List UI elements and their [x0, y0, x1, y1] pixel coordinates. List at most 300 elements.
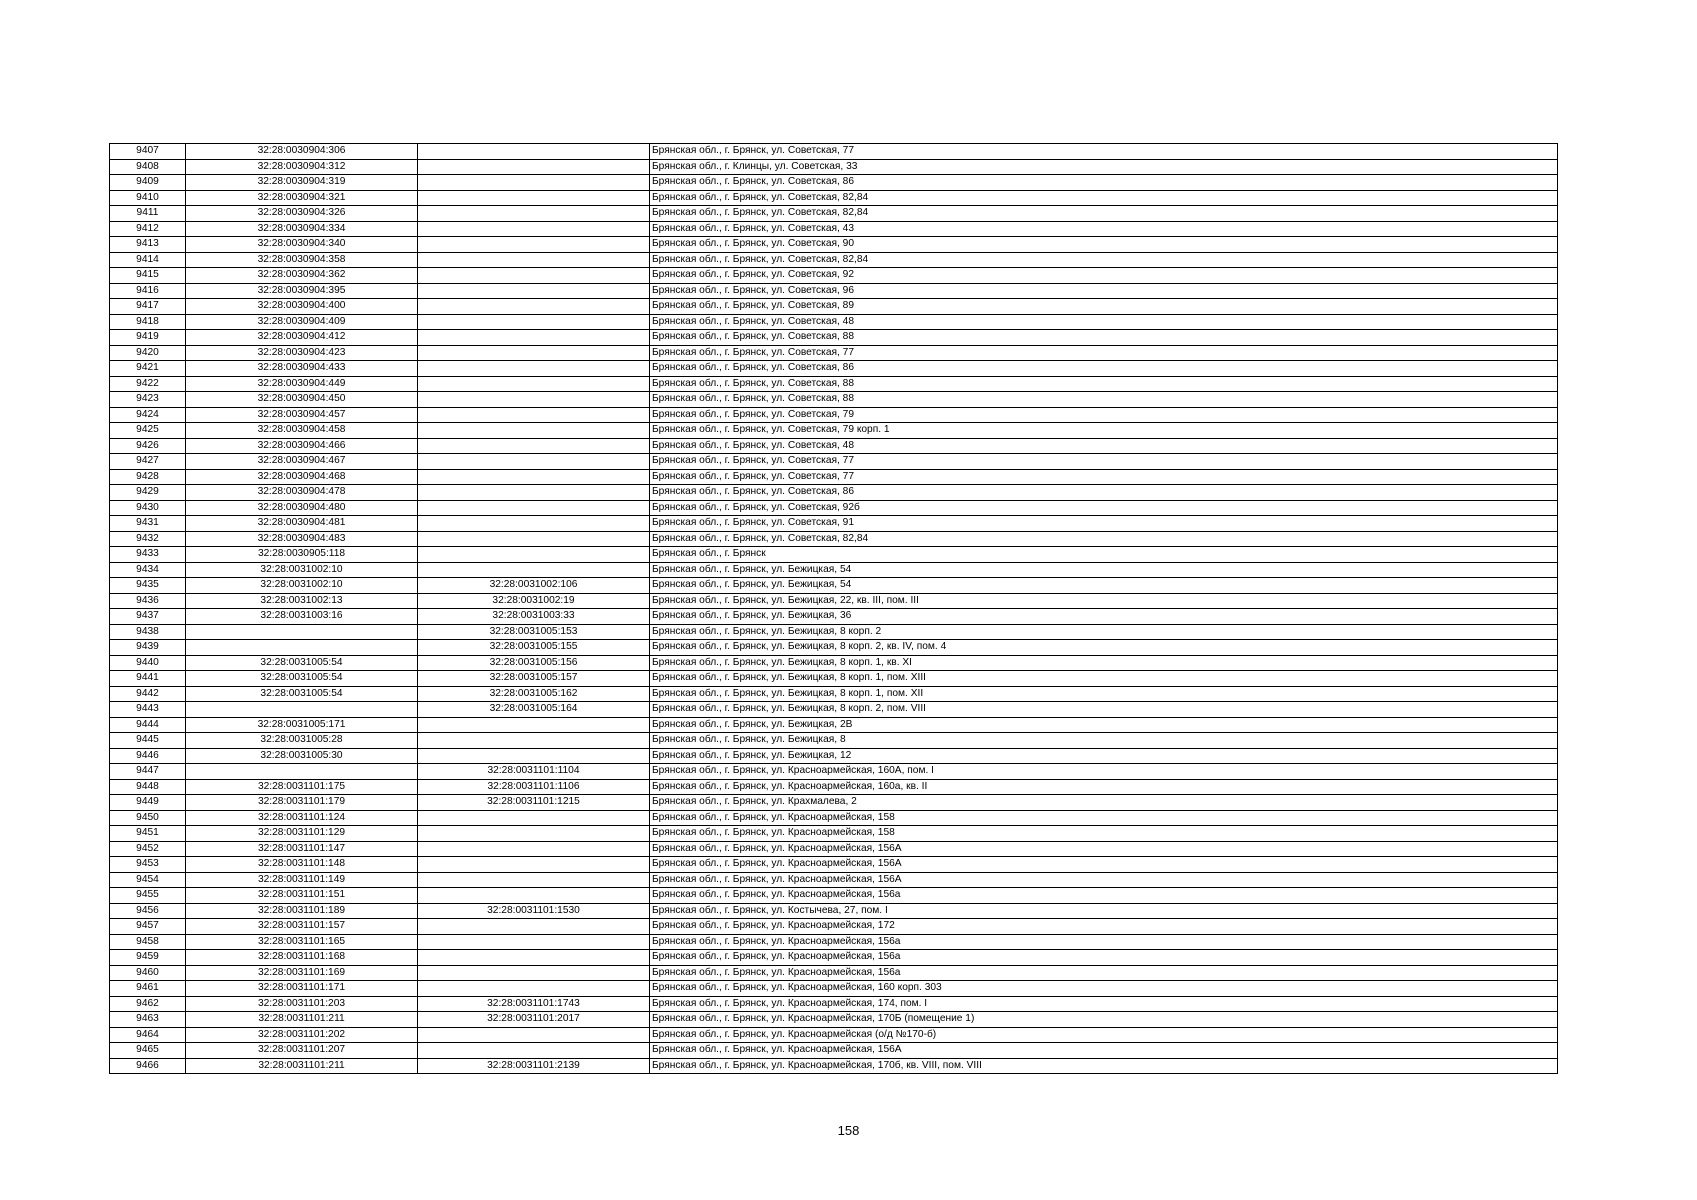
row-number-cell: 9448 — [110, 779, 186, 795]
table-row — [110, 252, 1558, 268]
address-cell: Брянская обл., г. Брянск, ул. Советская, 86 — [650, 175, 1558, 191]
table-row — [110, 857, 1558, 873]
table-row — [110, 175, 1558, 191]
table-row — [110, 438, 1558, 454]
cadastral-number-cell: 32:28:0030904:409 — [186, 314, 418, 330]
table-row — [110, 206, 1558, 222]
address-cell: Брянская обл., г. Брянск — [650, 547, 1558, 563]
cadastral-number-cell: 32:28:0030904:449 — [186, 376, 418, 392]
row-number-cell: 9433 — [110, 547, 186, 563]
cadastral-number-cell: 32:28:0030904:358 — [186, 252, 418, 268]
address-cell: Брянская обл., г. Брянск, ул. Красноармейская, 160а, кв. II — [650, 779, 1558, 795]
row-number-cell: 9414 — [110, 252, 186, 268]
address-cell: Брянская обл., г. Брянск, ул. Бежицкая, 22, кв. III, пом. III — [650, 593, 1558, 609]
linked-cadastral-number-cell: 32:28:0031005:156 — [418, 655, 650, 671]
linked-cadastral-number-cell — [418, 965, 650, 981]
row-number-cell: 9421 — [110, 361, 186, 377]
address-cell: Брянская обл., г. Брянск, ул. Советская, 91 — [650, 516, 1558, 532]
address-cell: Брянская обл., г. Брянск, ул. Советская, 96 — [650, 283, 1558, 299]
cadastral-number-cell: 32:28:0031101:168 — [186, 950, 418, 966]
table-row — [110, 376, 1558, 392]
row-number-cell: 9430 — [110, 500, 186, 516]
row-number-cell: 9454 — [110, 872, 186, 888]
linked-cadastral-number-cell — [418, 872, 650, 888]
table-row — [110, 919, 1558, 935]
cadastral-number-cell: 32:28:0030904:457 — [186, 407, 418, 423]
address-cell: Брянская обл., г. Брянск, ул. Советская, 77 — [650, 469, 1558, 485]
table-row — [110, 392, 1558, 408]
cadastral-number-cell — [186, 640, 418, 656]
cadastral-number-cell: 32:28:0031101:211 — [186, 1058, 418, 1074]
cadastral-number-cell: 32:28:0030904:483 — [186, 531, 418, 547]
linked-cadastral-number-cell — [418, 283, 650, 299]
row-number-cell: 9427 — [110, 454, 186, 470]
linked-cadastral-number-cell — [418, 330, 650, 346]
cadastral-number-cell: 32:28:0031101:203 — [186, 996, 418, 1012]
table-row — [110, 717, 1558, 733]
linked-cadastral-number-cell: 32:28:0031005:162 — [418, 686, 650, 702]
table-row — [110, 144, 1558, 160]
row-number-cell: 9444 — [110, 717, 186, 733]
linked-cadastral-number-cell — [418, 206, 650, 222]
address-cell: Брянская обл., г. Брянск, ул. Советская, 77 — [650, 345, 1558, 361]
linked-cadastral-number-cell: 32:28:0031005:157 — [418, 671, 650, 687]
table-row — [110, 841, 1558, 857]
cadastral-number-cell: 32:28:0031005:30 — [186, 748, 418, 764]
address-cell: Брянская обл., г. Брянск, ул. Советская, 88 — [650, 376, 1558, 392]
address-cell: Брянская обл., г. Брянск, ул. Красноармейская, 170б, кв. VIII, пом. VIII — [650, 1058, 1558, 1074]
address-cell: Брянская обл., г. Брянск, ул. Советская, 77 — [650, 454, 1558, 470]
cadastral-number-cell: 32:28:0030904:400 — [186, 299, 418, 315]
cadastral-number-cell: 32:28:0031101:175 — [186, 779, 418, 795]
table-row — [110, 965, 1558, 981]
cadastral-number-cell: 32:28:0030904:319 — [186, 175, 418, 191]
row-number-cell: 9466 — [110, 1058, 186, 1074]
row-number-cell: 9416 — [110, 283, 186, 299]
linked-cadastral-number-cell: 32:28:0031003:33 — [418, 609, 650, 625]
row-number-cell: 9423 — [110, 392, 186, 408]
table-row — [110, 330, 1558, 346]
address-cell: Брянская обл., г. Брянск, ул. Советская, 79 корп. 1 — [650, 423, 1558, 439]
cadastral-number-cell: 32:28:0030904:334 — [186, 221, 418, 237]
linked-cadastral-number-cell — [418, 252, 650, 268]
table-row — [110, 469, 1558, 485]
table-row — [110, 361, 1558, 377]
linked-cadastral-number-cell — [418, 934, 650, 950]
cadastral-number-cell: 32:28:0031005:54 — [186, 671, 418, 687]
address-cell: Брянская обл., г. Брянск, ул. Красноармейская, 156а — [650, 888, 1558, 904]
address-cell: Брянская обл., г. Брянск, ул. Костычева, 27, пом. I — [650, 903, 1558, 919]
cadastral-number-cell: 32:28:0030904:481 — [186, 516, 418, 532]
row-number-cell: 9458 — [110, 934, 186, 950]
row-number-cell: 9442 — [110, 686, 186, 702]
cadastral-number-cell: 32:28:0031002:13 — [186, 593, 418, 609]
row-number-cell: 9446 — [110, 748, 186, 764]
table-row — [110, 299, 1558, 315]
linked-cadastral-number-cell: 32:28:0031005:153 — [418, 624, 650, 640]
row-number-cell: 9408 — [110, 159, 186, 175]
address-cell: Брянская обл., г. Брянск, ул. Бежицкая, 8 корп. 1, пом. XIII — [650, 671, 1558, 687]
row-number-cell: 9450 — [110, 810, 186, 826]
address-cell: Брянская обл., г. Брянск, ул. Красноармейская, 156а — [650, 950, 1558, 966]
address-cell: Брянская обл., г. Брянск, ул. Красноармейская, 170Б (помещение 1) — [650, 1012, 1558, 1028]
table-row — [110, 268, 1558, 284]
address-cell: Брянская обл., г. Брянск, ул. Красноармейская, 174, пом. I — [650, 996, 1558, 1012]
linked-cadastral-number-cell: 32:28:0031101:1106 — [418, 779, 650, 795]
row-number-cell: 9415 — [110, 268, 186, 284]
table-row — [110, 531, 1558, 547]
address-cell: Брянская обл., г. Брянск, ул. Красноармейская, 156А — [650, 857, 1558, 873]
row-number-cell: 9412 — [110, 221, 186, 237]
table-row — [110, 190, 1558, 206]
cadastral-number-cell: 32:28:0030904:466 — [186, 438, 418, 454]
address-cell: Брянская обл., г. Брянск, ул. Бежицкая, 8 корп. 2 — [650, 624, 1558, 640]
row-number-cell: 9445 — [110, 733, 186, 749]
address-cell: Брянская обл., г. Брянск, ул. Советская, 88 — [650, 330, 1558, 346]
cadastral-number-cell: 32:28:0031101:124 — [186, 810, 418, 826]
address-cell: Брянская обл., г. Брянск, ул. Советская, 92б — [650, 500, 1558, 516]
linked-cadastral-number-cell — [418, 810, 650, 826]
cadastral-number-cell: 32:28:0031101:202 — [186, 1027, 418, 1043]
table-row — [110, 996, 1558, 1012]
address-cell: Брянская обл., г. Брянск, ул. Красноармейская, 156а — [650, 965, 1558, 981]
address-cell: Брянская обл., г. Брянск, ул. Бежицкая, 2В — [650, 717, 1558, 733]
cadastral-number-cell: 32:28:0030904:450 — [186, 392, 418, 408]
linked-cadastral-number-cell — [418, 469, 650, 485]
row-number-cell: 9439 — [110, 640, 186, 656]
cadastral-number-cell: 32:28:0030904:321 — [186, 190, 418, 206]
cadastral-number-cell: 32:28:0031101:149 — [186, 872, 418, 888]
address-cell: Брянская обл., г. Брянск, ул. Красноармейская, 160 корп. 303 — [650, 981, 1558, 997]
address-cell: Брянская обл., г. Брянск, ул. Красноармейская, 172 — [650, 919, 1558, 935]
address-cell: Брянская обл., г. Брянск, ул. Советская, 77 — [650, 144, 1558, 160]
linked-cadastral-number-cell: 32:28:0031101:1104 — [418, 764, 650, 780]
table-row — [110, 1027, 1558, 1043]
linked-cadastral-number-cell — [418, 221, 650, 237]
linked-cadastral-number-cell — [418, 841, 650, 857]
address-cell: Брянская обл., г. Брянск, ул. Красноармейская, 156А — [650, 841, 1558, 857]
row-number-cell: 9462 — [110, 996, 186, 1012]
row-number-cell: 9435 — [110, 578, 186, 594]
cadastral-number-cell: 32:28:0030904:312 — [186, 159, 418, 175]
linked-cadastral-number-cell — [418, 175, 650, 191]
linked-cadastral-number-cell — [418, 376, 650, 392]
cadastral-number-cell: 32:28:0031101:211 — [186, 1012, 418, 1028]
linked-cadastral-number-cell — [418, 1043, 650, 1059]
table-row — [110, 407, 1558, 423]
cadastral-number-cell: 32:28:0031005:28 — [186, 733, 418, 749]
table-row — [110, 485, 1558, 501]
table-row — [110, 516, 1558, 532]
row-number-cell: 9464 — [110, 1027, 186, 1043]
linked-cadastral-number-cell — [418, 826, 650, 842]
cadastral-number-cell: 32:28:0031101:129 — [186, 826, 418, 842]
linked-cadastral-number-cell — [418, 547, 650, 563]
linked-cadastral-number-cell — [418, 190, 650, 206]
row-number-cell: 9418 — [110, 314, 186, 330]
address-cell: Брянская обл., г. Брянск, ул. Красноармейская, 156а — [650, 934, 1558, 950]
address-cell: Брянская обл., г. Брянск, ул. Советская, 48 — [650, 314, 1558, 330]
linked-cadastral-number-cell — [418, 454, 650, 470]
cadastral-number-cell: 32:28:0031101:151 — [186, 888, 418, 904]
table-body — [110, 144, 1558, 1074]
linked-cadastral-number-cell — [418, 237, 650, 253]
row-number-cell: 9431 — [110, 516, 186, 532]
address-cell: Брянская обл., г. Брянск, ул. Бежицкая, 8 корп. 1, пом. XII — [650, 686, 1558, 702]
linked-cadastral-number-cell — [418, 1027, 650, 1043]
row-number-cell: 9410 — [110, 190, 186, 206]
table-row — [110, 733, 1558, 749]
cadastral-number-cell: 32:28:0031005:171 — [186, 717, 418, 733]
address-cell: Брянская обл., г. Брянск, ул. Красноармейская, 156А — [650, 872, 1558, 888]
linked-cadastral-number-cell — [418, 500, 650, 516]
address-cell: Брянская обл., г. Брянск, ул. Красноармейская, 158 — [650, 826, 1558, 842]
row-number-cell: 9426 — [110, 438, 186, 454]
cadastral-number-cell: 32:28:0031002:10 — [186, 562, 418, 578]
row-number-cell: 9441 — [110, 671, 186, 687]
address-cell: Брянская обл., г. Брянск, ул. Красноармейская (о/д №170-б) — [650, 1027, 1558, 1043]
cadastral-number-cell: 32:28:0030904:362 — [186, 268, 418, 284]
address-cell: Брянская обл., г. Брянск, ул. Советская, 86 — [650, 485, 1558, 501]
linked-cadastral-number-cell — [418, 144, 650, 160]
address-cell: Брянская обл., г. Брянск, ул. Крахмалева, 2 — [650, 795, 1558, 811]
cadastral-number-cell: 32:28:0030904:340 — [186, 237, 418, 253]
row-number-cell: 9451 — [110, 826, 186, 842]
row-number-cell: 9437 — [110, 609, 186, 625]
address-cell: Брянская обл., г. Брянск, ул. Советская, 48 — [650, 438, 1558, 454]
linked-cadastral-number-cell: 32:28:0031101:2017 — [418, 1012, 650, 1028]
address-cell: Брянская обл., г. Брянск, ул. Советская, 82,84 — [650, 252, 1558, 268]
table-row — [110, 345, 1558, 361]
row-number-cell: 9461 — [110, 981, 186, 997]
row-number-cell: 9443 — [110, 702, 186, 718]
cadastral-number-cell: 32:28:0031101:157 — [186, 919, 418, 935]
linked-cadastral-number-cell — [418, 981, 650, 997]
row-number-cell: 9428 — [110, 469, 186, 485]
cadastral-number-cell — [186, 702, 418, 718]
cadastral-number-cell: 32:28:0031101:169 — [186, 965, 418, 981]
address-cell: Брянская обл., г. Брянск, ул. Советская, 89 — [650, 299, 1558, 315]
row-number-cell: 9447 — [110, 764, 186, 780]
linked-cadastral-number-cell — [418, 733, 650, 749]
linked-cadastral-number-cell: 32:28:0031002:19 — [418, 593, 650, 609]
address-cell: Брянская обл., г. Брянск, ул. Бежицкая, 54 — [650, 562, 1558, 578]
property-table — [109, 143, 1558, 1074]
row-number-cell: 9453 — [110, 857, 186, 873]
row-number-cell: 9434 — [110, 562, 186, 578]
table-row — [110, 950, 1558, 966]
row-number-cell: 9424 — [110, 407, 186, 423]
linked-cadastral-number-cell — [418, 857, 650, 873]
cadastral-number-cell: 32:28:0030904:395 — [186, 283, 418, 299]
linked-cadastral-number-cell — [418, 314, 650, 330]
linked-cadastral-number-cell — [418, 717, 650, 733]
table-row — [110, 826, 1558, 842]
table-row — [110, 640, 1558, 656]
page-number: 158 — [837, 1123, 860, 1138]
table-row — [110, 748, 1558, 764]
linked-cadastral-number-cell: 32:28:0031101:1215 — [418, 795, 650, 811]
row-number-cell: 9409 — [110, 175, 186, 191]
row-number-cell: 9436 — [110, 593, 186, 609]
address-cell: Брянская обл., г. Клинцы, ул. Советская, 33 — [650, 159, 1558, 175]
row-number-cell: 9417 — [110, 299, 186, 315]
linked-cadastral-number-cell — [418, 159, 650, 175]
cadastral-number-cell: 32:28:0031002:10 — [186, 578, 418, 594]
row-number-cell: 9440 — [110, 655, 186, 671]
row-number-cell: 9456 — [110, 903, 186, 919]
row-number-cell: 9459 — [110, 950, 186, 966]
linked-cadastral-number-cell: 32:28:0031005:155 — [418, 640, 650, 656]
linked-cadastral-number-cell — [418, 361, 650, 377]
linked-cadastral-number-cell — [418, 423, 650, 439]
table-row — [110, 981, 1558, 997]
address-cell: Брянская обл., г. Брянск, ул. Бежицкая, 8 — [650, 733, 1558, 749]
table-row — [110, 1058, 1558, 1074]
address-cell: Брянская обл., г. Брянск, ул. Советская, 43 — [650, 221, 1558, 237]
table-row — [110, 903, 1558, 919]
linked-cadastral-number-cell: 32:28:0031101:2139 — [418, 1058, 650, 1074]
row-number-cell: 9455 — [110, 888, 186, 904]
table-row — [110, 283, 1558, 299]
cadastral-number-cell: 32:28:0030904:467 — [186, 454, 418, 470]
linked-cadastral-number-cell: 32:28:0031101:1743 — [418, 996, 650, 1012]
table-row — [110, 500, 1558, 516]
cadastral-number-cell: 32:28:0031005:54 — [186, 655, 418, 671]
address-cell: Брянская обл., г. Брянск, ул. Бежицкая, 8 корп. 1, кв. XI — [650, 655, 1558, 671]
table-row — [110, 655, 1558, 671]
cadastral-number-cell: 32:28:0030904:480 — [186, 500, 418, 516]
table-row — [110, 888, 1558, 904]
cadastral-number-cell: 32:28:0030904:433 — [186, 361, 418, 377]
cadastral-number-cell: 32:28:0031101:147 — [186, 841, 418, 857]
cadastral-number-cell: 32:28:0030904:478 — [186, 485, 418, 501]
linked-cadastral-number-cell — [418, 950, 650, 966]
table-row — [110, 593, 1558, 609]
cadastral-number-cell: 32:28:0030904:423 — [186, 345, 418, 361]
row-number-cell: 9460 — [110, 965, 186, 981]
table-row — [110, 1012, 1558, 1028]
linked-cadastral-number-cell — [418, 407, 650, 423]
table-row — [110, 578, 1558, 594]
cadastral-number-cell: 32:28:0031101:207 — [186, 1043, 418, 1059]
address-cell: Брянская обл., г. Брянск, ул. Советская, 92 — [650, 268, 1558, 284]
address-cell: Брянская обл., г. Брянск, ул. Советская, 82,84 — [650, 206, 1558, 222]
linked-cadastral-number-cell — [418, 299, 650, 315]
table-row — [110, 159, 1558, 175]
table-row — [110, 314, 1558, 330]
cadastral-number-cell — [186, 764, 418, 780]
table-row — [110, 702, 1558, 718]
cadastral-number-cell: 32:28:0031003:16 — [186, 609, 418, 625]
cadastral-number-cell: 32:28:0031005:54 — [186, 686, 418, 702]
row-number-cell: 9432 — [110, 531, 186, 547]
cadastral-number-cell: 32:28:0030904:326 — [186, 206, 418, 222]
row-number-cell: 9419 — [110, 330, 186, 346]
row-number-cell: 9413 — [110, 237, 186, 253]
table-row — [110, 562, 1558, 578]
table-row — [110, 547, 1558, 563]
linked-cadastral-number-cell: 32:28:0031101:1530 — [418, 903, 650, 919]
row-number-cell: 9449 — [110, 795, 186, 811]
table-row — [110, 1043, 1558, 1059]
cadastral-number-cell: 32:28:0031101:165 — [186, 934, 418, 950]
linked-cadastral-number-cell — [418, 919, 650, 935]
linked-cadastral-number-cell — [418, 345, 650, 361]
cadastral-number-cell: 32:28:0031101:171 — [186, 981, 418, 997]
table-row — [110, 934, 1558, 950]
linked-cadastral-number-cell — [418, 562, 650, 578]
table-row — [110, 423, 1558, 439]
address-cell: Брянская обл., г. Брянск, ул. Бежицкая, 36 — [650, 609, 1558, 625]
cadastral-number-cell: 32:28:0030904:468 — [186, 469, 418, 485]
cadastral-number-cell: 32:28:0030904:306 — [186, 144, 418, 160]
linked-cadastral-number-cell — [418, 748, 650, 764]
address-cell: Брянская обл., г. Брянск, ул. Советская, 82,84 — [650, 531, 1558, 547]
address-cell: Брянская обл., г. Брянск, ул. Советская, 88 — [650, 392, 1558, 408]
table-row — [110, 810, 1558, 826]
linked-cadastral-number-cell — [418, 516, 650, 532]
row-number-cell: 9465 — [110, 1043, 186, 1059]
table-row — [110, 671, 1558, 687]
cadastral-number-cell: 32:28:0031101:179 — [186, 795, 418, 811]
address-cell: Брянская обл., г. Брянск, ул. Бежицкая, 12 — [650, 748, 1558, 764]
table-row — [110, 779, 1558, 795]
linked-cadastral-number-cell — [418, 392, 650, 408]
address-cell: Брянская обл., г. Брянск, ул. Бежицкая, 54 — [650, 578, 1558, 594]
linked-cadastral-number-cell — [418, 531, 650, 547]
cadastral-number-cell: 32:28:0031101:148 — [186, 857, 418, 873]
linked-cadastral-number-cell — [418, 485, 650, 501]
table-row — [110, 872, 1558, 888]
linked-cadastral-number-cell: 32:28:0031005:164 — [418, 702, 650, 718]
address-cell: Брянская обл., г. Брянск, ул. Красноармейская, 158 — [650, 810, 1558, 826]
address-cell: Брянская обл., г. Брянск, ул. Красноармейская, 156А — [650, 1043, 1558, 1059]
linked-cadastral-number-cell — [418, 268, 650, 284]
table-row — [110, 237, 1558, 253]
address-cell: Брянская обл., г. Брянск, ул. Советская, 86 — [650, 361, 1558, 377]
linked-cadastral-number-cell — [418, 438, 650, 454]
row-number-cell: 9438 — [110, 624, 186, 640]
cadastral-number-cell: 32:28:0030904:412 — [186, 330, 418, 346]
row-number-cell: 9422 — [110, 376, 186, 392]
address-cell: Брянская обл., г. Брянск, ул. Бежицкая, 8 корп. 2, кв. IV, пом. 4 — [650, 640, 1558, 656]
table-row — [110, 221, 1558, 237]
row-number-cell: 9407 — [110, 144, 186, 160]
table-row — [110, 795, 1558, 811]
address-cell: Брянская обл., г. Брянск, ул. Советская, 90 — [650, 237, 1558, 253]
linked-cadastral-number-cell: 32:28:0031002:106 — [418, 578, 650, 594]
cadastral-number-cell — [186, 624, 418, 640]
cadastral-number-cell: 32:28:0031101:189 — [186, 903, 418, 919]
table-row — [110, 609, 1558, 625]
row-number-cell: 9457 — [110, 919, 186, 935]
address-cell: Брянская обл., г. Брянск, ул. Бежицкая, 8 корп. 2, пом. VIII — [650, 702, 1558, 718]
row-number-cell: 9463 — [110, 1012, 186, 1028]
table-row — [110, 454, 1558, 470]
cadastral-number-cell: 32:28:0030905:118 — [186, 547, 418, 563]
row-number-cell: 9420 — [110, 345, 186, 361]
table-row — [110, 764, 1558, 780]
address-cell: Брянская обл., г. Брянск, ул. Красноармейская, 160А, пом. I — [650, 764, 1558, 780]
table-row — [110, 624, 1558, 640]
address-cell: Брянская обл., г. Брянск, ул. Советская, 79 — [650, 407, 1558, 423]
linked-cadastral-number-cell — [418, 888, 650, 904]
row-number-cell: 9429 — [110, 485, 186, 501]
row-number-cell: 9452 — [110, 841, 186, 857]
row-number-cell: 9411 — [110, 206, 186, 222]
address-cell: Брянская обл., г. Брянск, ул. Советская, 82,84 — [650, 190, 1558, 206]
